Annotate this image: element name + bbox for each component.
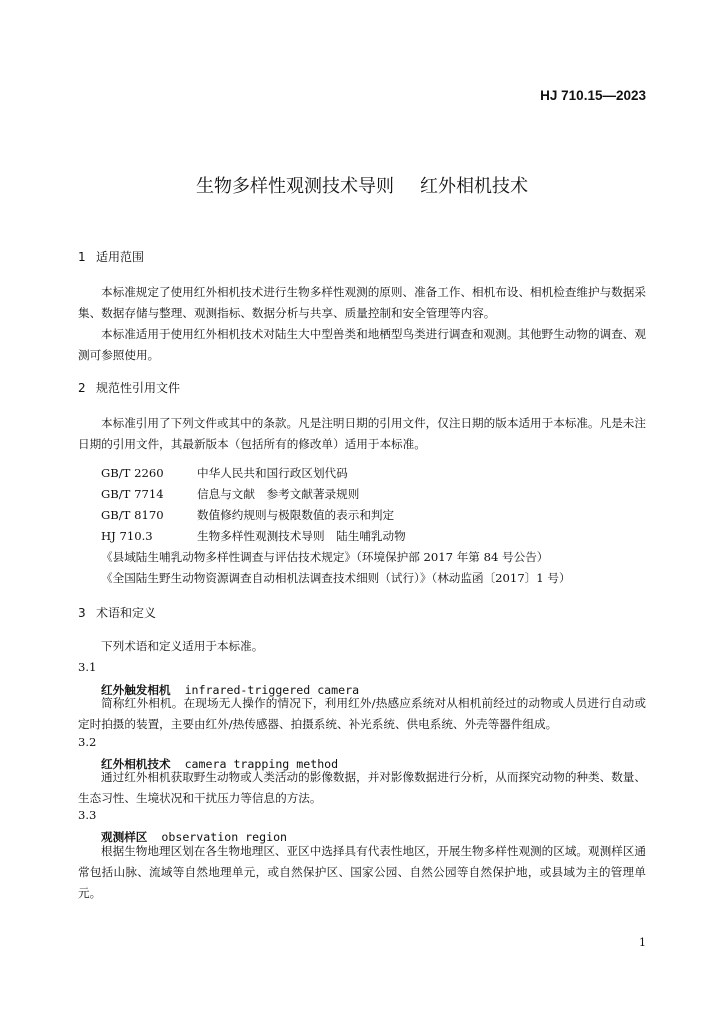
page-number: 1 [639,936,646,949]
term-zh: 红外触发相机 [101,683,171,697]
term-zh: 红外相机技术 [101,757,171,771]
term-en: camera trapping method [184,757,339,771]
section-title: 术语和定义 [96,606,157,620]
reference-code: GB/T 8170 [101,508,164,522]
term-definition: 简称红外相机。在现场无人操作的情况下，利用红外/热感应系统对从相机前经过的动物或人员进行自动或定时拍摄的装置，主要由红外/热传感器、拍摄系统、补光系统、供电系统、外壳等器件组成。 [78,696,646,731]
section-heading [78,248,144,265]
reference-title: 生物多样性观测技术导则 陆生哺乳动物 [197,529,406,543]
section-number: 3 [78,606,86,620]
reference-title: 中华人民共和国行政区划代码 [197,466,348,480]
reference-item: 《全国陆生野生动物资源调查自动相机法调查技术细则（试行）》（林动监函〔2017〕1 号） [101,571,571,585]
term-en: infrared-triggered camera [184,683,360,697]
standard-number: HJ 710.15—2023 [540,88,646,103]
term-number: 3.3 [78,808,97,822]
section-heading [78,604,156,621]
reference-item [101,486,359,502]
reference-code: GB/T 2260 [101,466,164,480]
paragraph: 本标准规定了使用红外相机技术进行生物多样性观测的原则、准备工作、相机布设、相机检查维护与数据采集、数据存储与整理、观测指标、数据分析与共享、质量控制和安全管理等内容。 [78,285,646,320]
section-title: 规范性引用文件 [96,381,181,395]
document-title [0,172,724,198]
reference-code: GB/T 7714 [101,487,164,501]
reference-item [101,528,406,544]
reference-code: HJ 710.3 [101,529,153,543]
paragraph: 本标准适用于使用红外相机技术对陆生大中型兽类和地栖型鸟类进行调查和观测。其他野生动物的调查、观测可参照使用。 [78,327,646,362]
term-number: 3.1 [78,660,97,674]
section-number: 1 [78,250,86,264]
term-zh: 观测样区 [101,830,148,844]
section-number: 2 [78,381,86,395]
reference-item [101,507,394,523]
term-en: observation region [161,830,288,844]
term-number: 3.2 [78,735,97,749]
reference-item [101,465,348,481]
paragraph: 本标准引用了下列文件或其中的条款。凡是注明日期的引用文件，仅注日期的版本适用于本标准。凡是未注日期的引用文件，其最新版本（包括所有的修改单）适用于本标准。 [78,416,646,451]
title-main: 生物多样性观测技术导则 [196,176,394,197]
reference-item: 《县域陆生哺乳动物多样性调查与评估技术规定》（环境保护部 2017 年第 84 号公告） [101,550,549,564]
term-definition: 通过红外相机获取野生动物或人类活动的影像数据，并对影像数据进行分析，从而探究动物的种类、数量、生态习性、生境状况和干扰压力等信息的方法。 [78,770,646,805]
section-heading [78,379,180,396]
term-definition: 根据生物地理区划在各生物地理区、亚区中选择具有代表性地区，开展生物多样性观测的区域。观测样区通常包括山脉、流域等自然地理单元，或自然保护区、国家公园、自然公园等自然保护地，或县域为主的管理单元。 [78,844,646,900]
paragraph: 下列术语和定义适用于本标准。 [101,639,264,653]
section-title: 适用范围 [96,250,145,264]
reference-title: 数值修约规则与极限数值的表示和判定 [197,508,395,522]
reference-title: 信息与文献 参考文献著录规则 [197,487,360,501]
title-sub: 红外相机技术 [420,176,528,197]
